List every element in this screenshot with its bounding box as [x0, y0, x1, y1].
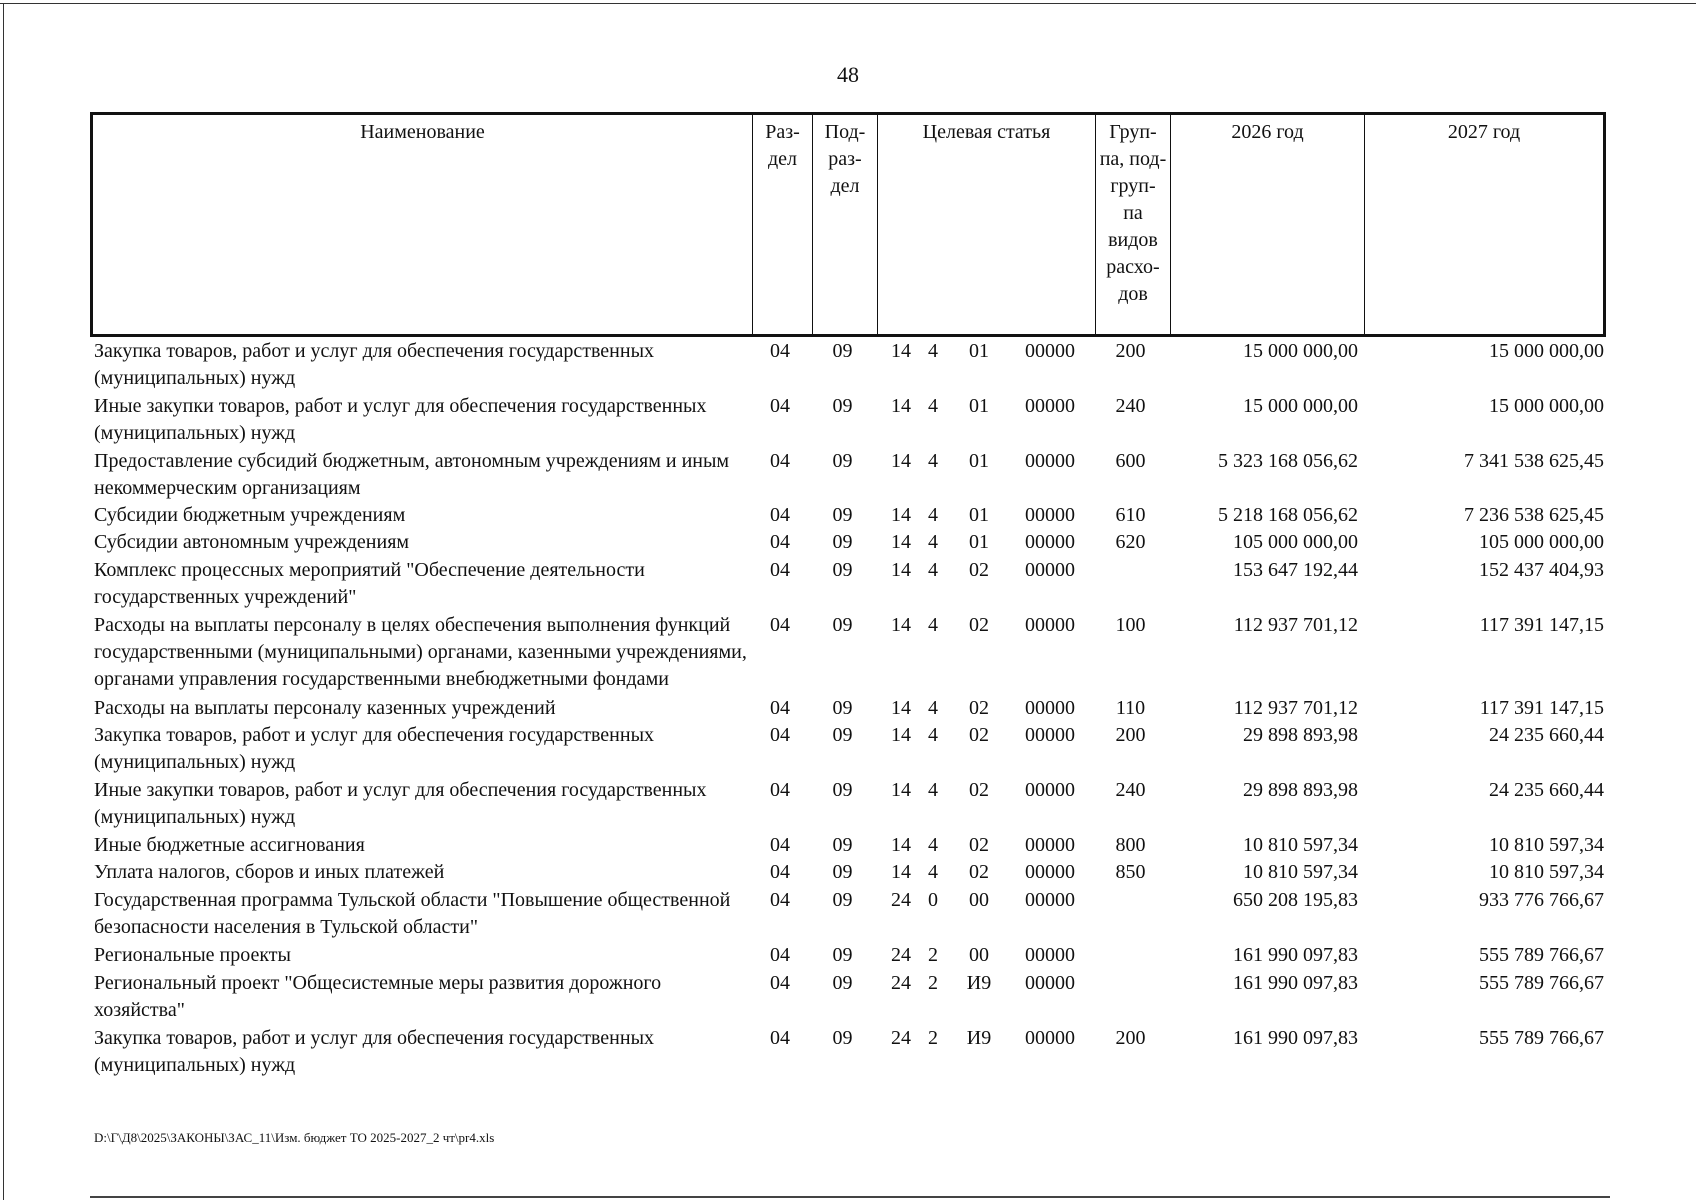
- row-target-program: 14: [891, 531, 911, 553]
- header-podrazdel-line: дел: [830, 175, 860, 197]
- header-gruppa-line: видов: [1108, 229, 1158, 251]
- row-target-program: 14: [891, 834, 911, 856]
- page-border-top: [0, 3, 1696, 4]
- row-target-structure: 01: [969, 395, 989, 417]
- header-2027: [1365, 115, 1603, 334]
- row-podrazdel: 09: [832, 724, 853, 746]
- row-razdel: 04: [770, 889, 790, 911]
- row-amount-2026: 650 208 195,83: [1233, 889, 1358, 911]
- row-amount-2027: 555 789 766,67: [1479, 1027, 1604, 1049]
- row-name: Закупка товаров, работ и услуг для обеспечения государственных (муниципальных) нужд: [94, 340, 655, 389]
- row-name: Расходы на выплаты персоналу в целях обеспечения выполнения функций государственными (муниципальными) органами, казенными учреждениями, органами управления государственными внебюджетными фондами: [94, 614, 747, 690]
- row-target-type: 4: [928, 724, 938, 746]
- row-target-program: 24: [891, 944, 911, 966]
- table-body: [90, 338, 1606, 1080]
- row-name: Государственная программа Тульской области "Повышение общественной безопасности населения в Тульской области": [94, 889, 731, 938]
- row-razdel: 04: [770, 1027, 790, 1049]
- row-target-structure: 01: [969, 504, 989, 526]
- row-podrazdel: 09: [832, 450, 853, 472]
- row-target-structure: 02: [969, 779, 989, 801]
- row-amount-2026: 105 000 000,00: [1233, 531, 1358, 553]
- row-amount-2027: 10 810 597,34: [1489, 834, 1604, 856]
- row-amount-2026: 153 647 192,44: [1233, 559, 1358, 581]
- row-name: Предоставление субсидий бюджетным, автономным учреждениям и иным некоммерческим организациям: [94, 450, 730, 499]
- row-amount-2026: 112 937 701,12: [1233, 697, 1358, 719]
- row-target-structure: 02: [969, 724, 989, 746]
- table-row: [90, 832, 1606, 859]
- row-target-type: 4: [928, 861, 938, 883]
- row-target-direction: 00000: [1025, 944, 1075, 966]
- row-target-direction: 00000: [1025, 450, 1075, 472]
- row-amount-2026: 15 000 000,00: [1243, 395, 1358, 417]
- header-razdel-line: дел: [767, 148, 798, 170]
- row-expense-group: [1093, 970, 1168, 1024]
- row-target-structure: 02: [969, 697, 989, 719]
- row-podrazdel: 09: [832, 395, 853, 417]
- header-razdel-line: Раз-: [765, 121, 800, 143]
- page-number-text: 48: [837, 62, 859, 87]
- row-name: Закупка товаров, работ и услуг для обеспечения государственных (муниципальных) нужд: [94, 1027, 655, 1076]
- row-target-type: 4: [928, 531, 938, 553]
- row-podrazdel: 09: [832, 697, 853, 719]
- row-target-type: 2: [928, 944, 938, 966]
- row-amount-2026: 161 990 097,83: [1233, 1027, 1358, 1049]
- row-name: Субсидии бюджетным учреждениям: [94, 504, 406, 526]
- row-podrazdel: 09: [832, 834, 853, 856]
- row-expense-group: 200: [1115, 724, 1146, 746]
- row-amount-2027: 7 341 538 625,45: [1464, 450, 1604, 472]
- header-podrazdel-line: Под-: [824, 121, 866, 143]
- row-target-structure: 01: [969, 450, 989, 472]
- row-name: Региональный проект "Общесистемные меры развития дорожного хозяйства": [94, 972, 662, 1021]
- file-path: D:\Г\Д8\2025\ЗАКОНЫ\ЗАС_11\Изм. бюджет ТО 2025-2027_2 чт\pr4.xls: [94, 1130, 495, 1145]
- header-razdel: [753, 115, 813, 334]
- table-row: [90, 529, 1606, 556]
- row-target-program: 24: [891, 1027, 911, 1049]
- header-celevaya-text: Целевая статья: [922, 121, 1051, 143]
- row-target-type: 2: [928, 972, 938, 994]
- row-amount-2027: 933 776 766,67: [1479, 889, 1604, 911]
- row-name: Расходы на выплаты персоналу казенных учреждений: [94, 697, 556, 719]
- row-target-direction: 00000: [1025, 724, 1075, 746]
- table-row: [90, 777, 1606, 831]
- row-name: Региональные проекты: [94, 944, 291, 966]
- row-target-structure: 02: [969, 861, 989, 883]
- row-target-direction: 00000: [1025, 834, 1075, 856]
- row-expense-group: 200: [1115, 1027, 1146, 1049]
- row-target-structure: 01: [969, 531, 989, 553]
- row-razdel: 04: [770, 504, 790, 526]
- table-row: [90, 970, 1606, 1024]
- table-row: [90, 859, 1606, 886]
- table-row: [90, 612, 1606, 693]
- row-target-structure: 00: [969, 944, 989, 966]
- row-target-direction: 00000: [1025, 779, 1075, 801]
- row-razdel: 04: [770, 834, 790, 856]
- row-razdel: 04: [770, 559, 790, 581]
- row-target-program: 24: [891, 972, 911, 994]
- row-target-direction: 00000: [1025, 697, 1075, 719]
- row-target-program: 24: [891, 889, 911, 911]
- row-podrazdel: 09: [832, 944, 853, 966]
- table-row: [90, 502, 1606, 529]
- row-name: Иные закупки товаров, работ и услуг для обеспечения государственных (муниципальных) нужд: [94, 779, 707, 828]
- row-amount-2026: 10 810 597,34: [1243, 861, 1358, 883]
- header-2026-text: 2026 год: [1231, 121, 1304, 143]
- row-podrazdel: 09: [832, 972, 853, 994]
- row-podrazdel: 09: [832, 861, 853, 883]
- row-razdel: 04: [770, 614, 790, 636]
- row-razdel: 04: [770, 395, 790, 417]
- row-target-direction: 00000: [1025, 559, 1075, 581]
- row-expense-group: 200: [1115, 340, 1146, 362]
- row-amount-2027: 117 391 147,15: [1479, 697, 1604, 719]
- row-target-direction: 00000: [1025, 1027, 1075, 1049]
- row-expense-group: 240: [1115, 779, 1146, 801]
- row-amount-2027: 555 789 766,67: [1479, 972, 1604, 994]
- header-2026: [1171, 115, 1365, 334]
- row-amount-2027: 10 810 597,34: [1489, 861, 1604, 883]
- row-target-program: 14: [891, 779, 911, 801]
- row-name: Комплекс процессных мероприятий "Обеспечение деятельности государственных учреждений": [94, 559, 645, 608]
- row-amount-2027: 152 437 404,93: [1479, 559, 1604, 581]
- row-target-program: 14: [891, 395, 911, 417]
- row-target-program: 14: [891, 450, 911, 472]
- row-amount-2027: 7 236 538 625,45: [1464, 504, 1604, 526]
- row-amount-2027: 555 789 766,67: [1479, 944, 1604, 966]
- table-row: [90, 338, 1606, 392]
- table-row: [90, 942, 1606, 969]
- row-target-program: 14: [891, 504, 911, 526]
- row-amount-2026: 161 990 097,83: [1233, 944, 1358, 966]
- row-expense-group: 800: [1115, 834, 1146, 856]
- row-target-direction: 00000: [1025, 504, 1075, 526]
- row-target-type: 4: [928, 559, 938, 581]
- header-gruppa-line: па: [1123, 202, 1143, 224]
- row-target-direction: 00000: [1025, 972, 1075, 994]
- row-target-direction: 00000: [1025, 340, 1075, 362]
- row-target-direction: 00000: [1025, 889, 1075, 911]
- header-name-text: Наименование: [360, 121, 485, 143]
- row-expense-group: 850: [1115, 861, 1146, 883]
- row-razdel: 04: [770, 340, 790, 362]
- row-amount-2027: 15 000 000,00: [1489, 395, 1604, 417]
- page-border-left: [3, 3, 4, 1200]
- header-name: [93, 115, 753, 334]
- row-name: Уплата налогов, сборов и иных платежей: [94, 861, 445, 883]
- row-razdel: 04: [770, 450, 790, 472]
- row-name: Закупка товаров, работ и услуг для обеспечения государственных (муниципальных) нужд: [94, 724, 655, 773]
- row-amount-2027: 117 391 147,15: [1479, 614, 1604, 636]
- row-expense-group: [1093, 942, 1168, 969]
- table-row: [90, 1025, 1606, 1079]
- row-podrazdel: 09: [832, 779, 853, 801]
- row-target-type: 4: [928, 779, 938, 801]
- row-razdel: 04: [770, 779, 790, 801]
- row-razdel: 04: [770, 972, 790, 994]
- table-row: [90, 393, 1606, 447]
- row-expense-group: [1093, 557, 1168, 611]
- header-gruppa-line: Груп-: [1109, 121, 1157, 143]
- row-razdel: 04: [770, 697, 790, 719]
- header-gruppa: [1096, 115, 1171, 334]
- row-target-direction: 00000: [1025, 531, 1075, 553]
- row-podrazdel: 09: [832, 614, 853, 636]
- row-target-type: 4: [928, 395, 938, 417]
- row-target-direction: 00000: [1025, 861, 1075, 883]
- table-header: [90, 112, 1606, 337]
- row-target-type: 2: [928, 1027, 938, 1049]
- header-gruppa-line: дов: [1118, 283, 1148, 305]
- row-target-type: 4: [928, 340, 938, 362]
- row-target-program: 14: [891, 340, 911, 362]
- row-target-type: 4: [928, 614, 938, 636]
- row-target-program: 14: [891, 724, 911, 746]
- row-target-type: 4: [928, 504, 938, 526]
- row-expense-group: [1093, 887, 1168, 941]
- row-amount-2026: 5 323 168 056,62: [1218, 450, 1358, 472]
- header-podrazdel: [813, 115, 878, 334]
- header-2027-text: 2027 год: [1447, 121, 1521, 143]
- row-podrazdel: 09: [832, 531, 853, 553]
- row-target-direction: 00000: [1025, 395, 1075, 417]
- table-row: [90, 887, 1606, 941]
- row-name: Субсидии автономным учреждениям: [94, 531, 410, 553]
- row-podrazdel: 09: [832, 340, 853, 362]
- row-amount-2026: 29 898 893,98: [1243, 779, 1358, 801]
- row-name: Иные закупки товаров, работ и услуг для обеспечения государственных (муниципальных) нужд: [94, 395, 707, 444]
- page-number: [0, 62, 1696, 88]
- row-amount-2026: 5 218 168 056,62: [1218, 504, 1358, 526]
- row-razdel: 04: [770, 531, 790, 553]
- row-expense-group: 240: [1115, 395, 1146, 417]
- row-target-structure: И9: [966, 972, 992, 994]
- row-target-type: 4: [928, 697, 938, 719]
- row-razdel: 04: [770, 861, 790, 883]
- row-amount-2027: 105 000 000,00: [1479, 531, 1604, 553]
- row-amount-2027: 24 235 660,44: [1489, 779, 1604, 801]
- header-gruppa-line: груп-: [1110, 175, 1156, 197]
- row-razdel: 04: [770, 724, 790, 746]
- row-name: Иные бюджетные ассигнования: [94, 834, 365, 856]
- row-expense-group: 620: [1115, 531, 1146, 553]
- bottom-rule: [90, 1196, 1610, 1198]
- table-row: [90, 695, 1606, 722]
- header-celevaya-statya: [878, 115, 1096, 334]
- row-target-program: 14: [891, 861, 911, 883]
- row-target-type: 4: [928, 834, 938, 856]
- row-expense-group: 100: [1115, 614, 1146, 636]
- row-amount-2027: 15 000 000,00: [1489, 340, 1604, 362]
- row-target-program: 14: [891, 697, 911, 719]
- row-target-structure: 01: [969, 340, 989, 362]
- row-target-structure: 02: [969, 834, 989, 856]
- row-amount-2026: 10 810 597,34: [1243, 834, 1358, 856]
- row-amount-2027: 24 235 660,44: [1489, 724, 1604, 746]
- header-gruppa-line: расхо-: [1106, 256, 1160, 278]
- row-amount-2026: 15 000 000,00: [1243, 340, 1358, 362]
- row-razdel: 04: [770, 944, 790, 966]
- row-target-program: 14: [891, 559, 911, 581]
- row-target-direction: 00000: [1025, 614, 1075, 636]
- row-target-structure: 00: [969, 889, 989, 911]
- row-target-program: 14: [891, 614, 911, 636]
- row-expense-group: 610: [1115, 504, 1146, 526]
- row-target-structure: 02: [969, 559, 989, 581]
- row-podrazdel: 09: [832, 504, 853, 526]
- row-podrazdel: 09: [832, 1027, 853, 1049]
- row-target-type: 4: [928, 450, 938, 472]
- row-expense-group: 110: [1115, 697, 1146, 719]
- header-gruppa-line: па, под-: [1099, 148, 1167, 170]
- row-expense-group: 600: [1115, 450, 1146, 472]
- row-amount-2026: 161 990 097,83: [1233, 972, 1358, 994]
- row-target-structure: И9: [966, 1027, 992, 1049]
- row-amount-2026: 29 898 893,98: [1243, 724, 1358, 746]
- table-row: [90, 557, 1606, 611]
- row-target-type: 0: [928, 889, 938, 911]
- row-amount-2026: 112 937 701,12: [1233, 614, 1358, 636]
- row-podrazdel: 09: [832, 889, 853, 911]
- row-podrazdel: 09: [832, 559, 853, 581]
- row-target-structure: 02: [969, 614, 989, 636]
- table-row: [90, 722, 1606, 776]
- table-row: [90, 448, 1606, 502]
- header-podrazdel-line: раз-: [828, 148, 862, 170]
